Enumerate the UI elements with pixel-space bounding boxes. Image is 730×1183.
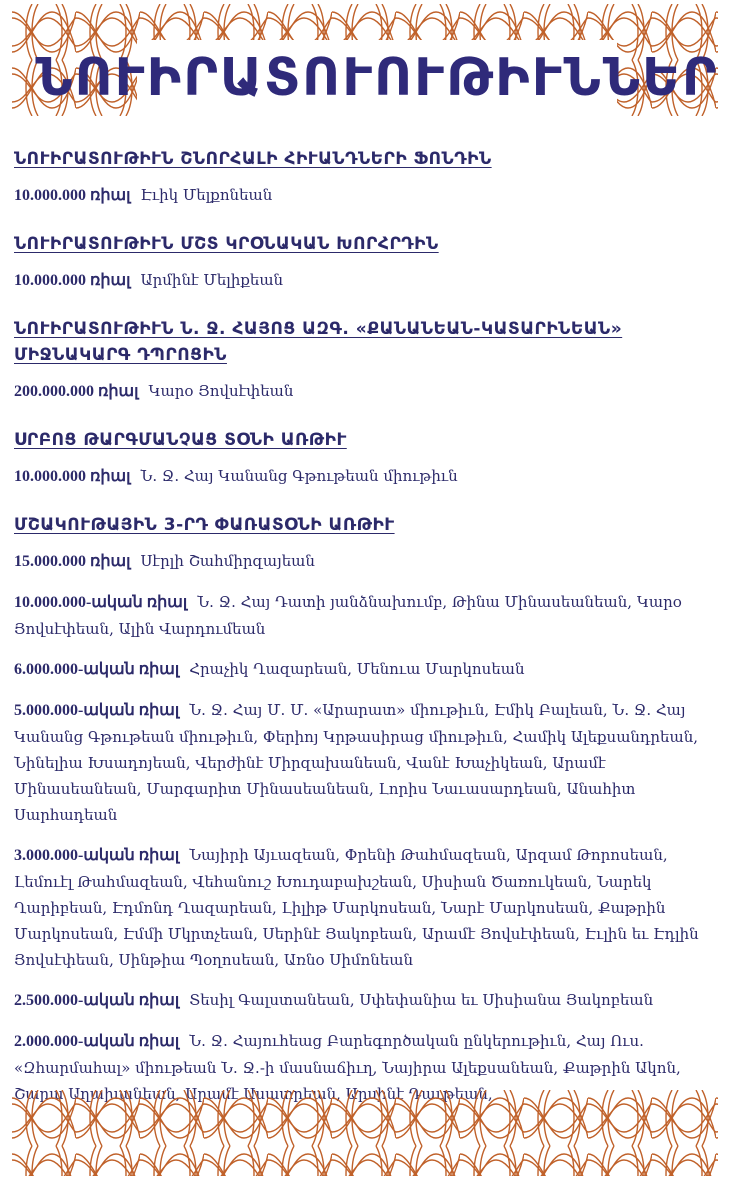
donor-names: Էւիկ Մելքոնեան: [140, 186, 273, 204]
donation-amount: 2.500.000-ական ռիալ: [14, 992, 180, 1009]
donation-entry: [14, 463, 716, 490]
donation-entry: [14, 697, 716, 828]
donation-entry: [14, 987, 716, 1014]
donation-amount: 6.000.000-ական ռիալ: [14, 661, 180, 678]
section-cultural-festival: [14, 512, 716, 1107]
donation-entry: [14, 656, 716, 683]
section-heading: ՆՈՒԻՐԱՏՈՒԹԻՒՆ Ն. Ջ. ՀԱՅՈՑ ԱԶԳ. «ՔԱՆԱՆԵԱՆ-ԿԱՏԱՐԻՆԵԱՆ» ՄԻՋՆԱԿԱՐԳ ԴՊՐՈՑԻՆ: [14, 319, 623, 365]
donor-names: Արմինէ Մելիքեան: [140, 271, 284, 289]
donation-amount: 2.000.000-ական ռիալ: [14, 1033, 180, 1050]
bottom-ornament: [12, 1090, 718, 1176]
donor-names: Ն. Ջ. Հայուհեաց Բարեգործական ընկերութիւն, Հայ Ուս. «Զհարմահալ» միութեան Ն. Ջ.-ի մասնաճիւղ, Նայիրա Ալեքսանեան, Քաթրին Ակոն,: [14, 1032, 681, 1077]
knotwork-ornament-bottom: [12, 1090, 718, 1176]
donation-amount: 200.000.000 ռիալ: [14, 383, 139, 400]
donation-amount: 10.000.000 ռիալ: [14, 187, 131, 204]
donation-entry: [14, 548, 716, 575]
donor-names: Ն. Ջ. Հայ Կանանց Գթութեան միութիւն: [140, 467, 458, 485]
donations-list: [14, 146, 716, 1107]
donor-names: Նայիրի Այւազեան, Փրենի Թահմազեան, Արզամ Թորոսեան, Լեմուէլ Թահմազեան, Վեհանուշ Խուդաբախշեան, Սիսիան Ծառուկեան, Նարեկ Ղարիբեան, Էդմոնդ Ղազարեան, Լիլիթ Մարկոսեան, Նարէ Մարկոսեան, Քաթրին Մարկոսեան, Էմմի Մկրտչեան, Սերինէ Յակոբեան, Արամէ Յովսէփեան, Էւլին եւ Էդլին Յովսէփեան, Սինթիա Պօղոսեան, Առնօ Սիմոնեան: [14, 846, 699, 969]
section-school: [14, 316, 716, 405]
section-sick-fund: [14, 146, 716, 209]
donor-names: Սէրլի Շահմիրզայեան: [140, 552, 315, 570]
section-heading: ՆՈՒԻՐԱՏՈՒԹԻՒՆ ՄՇՏ ԿՐՕՆԱԿԱՆ ԽՈՐՀՐԴԻՆ: [14, 234, 439, 254]
donation-amount: 3.000.000-ական ռիալ: [14, 847, 180, 864]
donation-entry: [14, 378, 716, 405]
donation-amount: 15.000.000 ռիալ: [14, 553, 131, 570]
section-translators-feast: [14, 427, 716, 490]
section-religious-council: [14, 231, 716, 294]
donation-entry: [14, 842, 716, 973]
donation-amount: 10.000.000-ական ռիալ: [14, 594, 188, 611]
donor-names: Տեսիլ Գալստանեան, Սփեփանիա եւ Սիսիանա Յակոբեան: [189, 991, 654, 1009]
section-heading: ՄՇԱԿՈՒԹԱՅԻՆ 3-ՐԴ ՓԱՌԱՏՕՆԻ ԱՌԹԻՒ: [14, 515, 395, 535]
donation-entry: [14, 267, 716, 294]
donor-names: Ն. Ջ. Հայ Մ. Մ. «Արարատ» միութիւն, Էմիկ Բալեան, Ն. Ջ. Հայ Կանանց Գթութեան միութիւն, Փերիոյ Կրթասիրաց միութիւն, Համիկ Ալեքսանդրեան, Նինելիա Խսադոյեան, Վերժինէ Միրզախանեան, Վանէ Խաչիկեան, Արամէ Մինասեանեան, Մարգարիտ Մինասեանեան, Լորիս Նաւասարդեան, Անահիտ Սարհադեան: [14, 701, 699, 824]
top-ornament: [12, 4, 718, 116]
title-box: [35, 40, 719, 116]
donation-amount: 10.000.000 ռիալ: [14, 468, 131, 485]
page-title: ՆՈՒԻՐԱՏՈՒՈՒԹԻՒՆՆԵՐ: [35, 48, 719, 108]
donor-names: Ն. Ջ. Հայ Դատի յանձնախումբ, Թինա Մինասեանեան, Կարօ Յովսէփեան, Ալին Վարդումեան: [14, 593, 682, 638]
donor-names: Կարօ Յովսէփեան: [148, 382, 294, 400]
donation-amount: 10.000.000 ռիալ: [14, 272, 131, 289]
donation-amount: 5.000.000-ական ռիալ: [14, 702, 180, 719]
donor-names: Հրաչիկ Ղազարեան, Մենուա Մարկոսեան: [189, 660, 525, 678]
donation-entry: [14, 589, 716, 642]
donation-entry: [14, 182, 716, 209]
section-heading: ՆՈՒԻՐԱՏՈՒԹԻՒՆ ՇՆՈՐՀԱԼԻ ՀԻՒԱՆԴՆԵՐԻ ՖՈՆԴԻՆ: [14, 149, 492, 169]
section-heading: ՍՐԲՈՑ ԹԱՐԳՄԱՆՉԱՑ ՏՕՆԻ ԱՌԹԻՒ: [14, 430, 347, 450]
